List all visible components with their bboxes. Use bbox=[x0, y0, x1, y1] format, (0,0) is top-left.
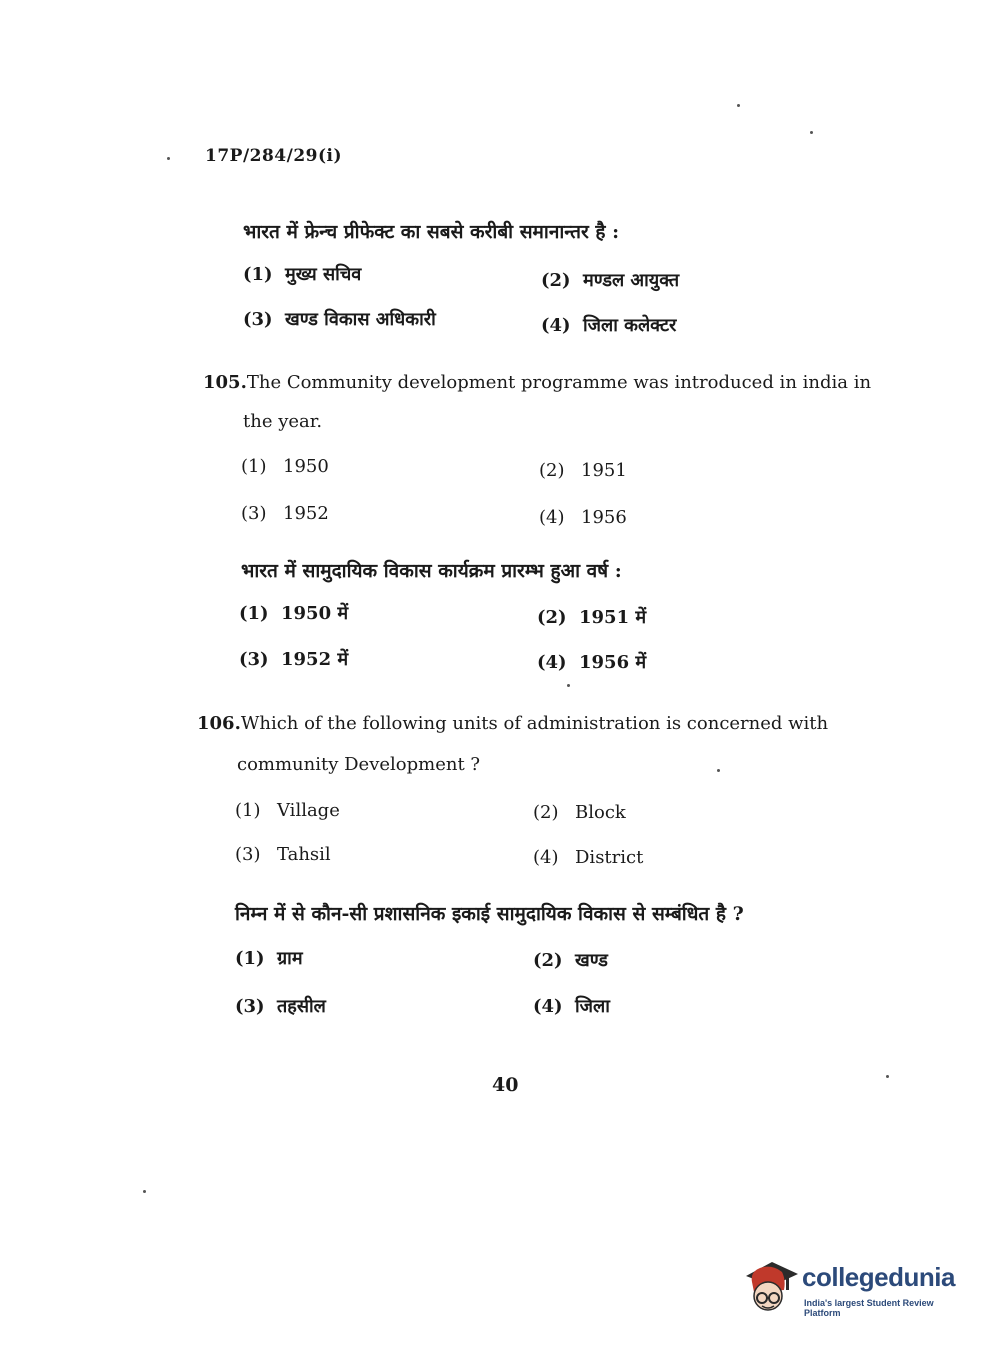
q106-question-line2: community Development ? bbox=[237, 754, 481, 775]
logo-brand-text: collegedunia bbox=[802, 1262, 955, 1292]
scan-speck bbox=[717, 769, 720, 772]
q105-hindi-option-4: (4) 1956 में bbox=[537, 652, 647, 673]
q104-hindi-option-4: (4) जिला कलेक्टर bbox=[541, 315, 677, 336]
scan-speck bbox=[737, 104, 740, 107]
q106-option-3: (3) Tahsil bbox=[235, 844, 331, 865]
logo-tagline: India's largest Student Review Platform bbox=[804, 1298, 934, 1318]
q104-hindi-option-2: (2) मण्डल आयुक्त bbox=[541, 270, 680, 291]
q106-hindi-option-1: (1) ग्राम bbox=[235, 948, 303, 969]
q105-hindi-question: भारत में सामुदायिक विकास कार्यक्रम प्रारम्भ हुआ वर्ष : bbox=[241, 560, 622, 582]
q106-option-1: (1) Village bbox=[235, 800, 340, 821]
page-number: 40 bbox=[492, 1074, 519, 1096]
scan-speck bbox=[567, 684, 570, 687]
q105-option-1: (1) 1950 bbox=[241, 456, 329, 477]
q104-hindi-option-3: (3) खण्ड विकास अधिकारी bbox=[243, 309, 436, 330]
q105-hindi-option-1: (1) 1950 में bbox=[239, 603, 349, 624]
graduation-cap-mascot-icon bbox=[742, 1254, 800, 1316]
q106-hindi-option-3: (3) तहसील bbox=[235, 996, 326, 1017]
q106-question-line1: 106.Which of the following units of administration is concerned with bbox=[197, 713, 829, 734]
q104-hindi-question: भारत में फ्रेन्च प्रीफेक्ट का सबसे करीबी समानान्तर है : bbox=[243, 221, 620, 243]
q105-hindi-option-3: (3) 1952 में bbox=[239, 649, 349, 670]
paper-code: 17P/284/29(i) bbox=[205, 146, 343, 166]
scan-speck bbox=[167, 157, 170, 160]
q106-option-2: (2) Block bbox=[533, 802, 626, 823]
scan-speck bbox=[810, 131, 813, 134]
q106-number: 106. bbox=[197, 713, 241, 734]
q105-hindi-option-2: (2) 1951 में bbox=[537, 607, 647, 628]
q105-option-2: (2) 1951 bbox=[539, 460, 627, 481]
q106-option-4: (4) District bbox=[533, 847, 644, 868]
q106-hindi-option-4: (4) जिला bbox=[533, 996, 610, 1017]
collegedunia-logo bbox=[742, 1250, 972, 1320]
q104-hindi-option-1: (1) मुख्य सचिव bbox=[243, 264, 362, 285]
q105-question-line1: 105.The Community development programme was introduced in india in bbox=[203, 372, 872, 393]
q105-option-4: (4) 1956 bbox=[539, 507, 627, 528]
scan-speck bbox=[886, 1075, 889, 1078]
q105-number: 105. bbox=[203, 372, 247, 393]
q106-hindi-option-2: (2) खण्ड bbox=[533, 950, 608, 971]
q105-option-3: (3) 1952 bbox=[241, 503, 329, 524]
scan-speck bbox=[143, 1190, 146, 1193]
q105-question-line2: the year. bbox=[243, 411, 323, 432]
q106-hindi-question: निम्न में से कौन-सी प्रशासनिक इकाई सामुदायिक विकास से सम्बंधित है ? bbox=[235, 903, 744, 925]
